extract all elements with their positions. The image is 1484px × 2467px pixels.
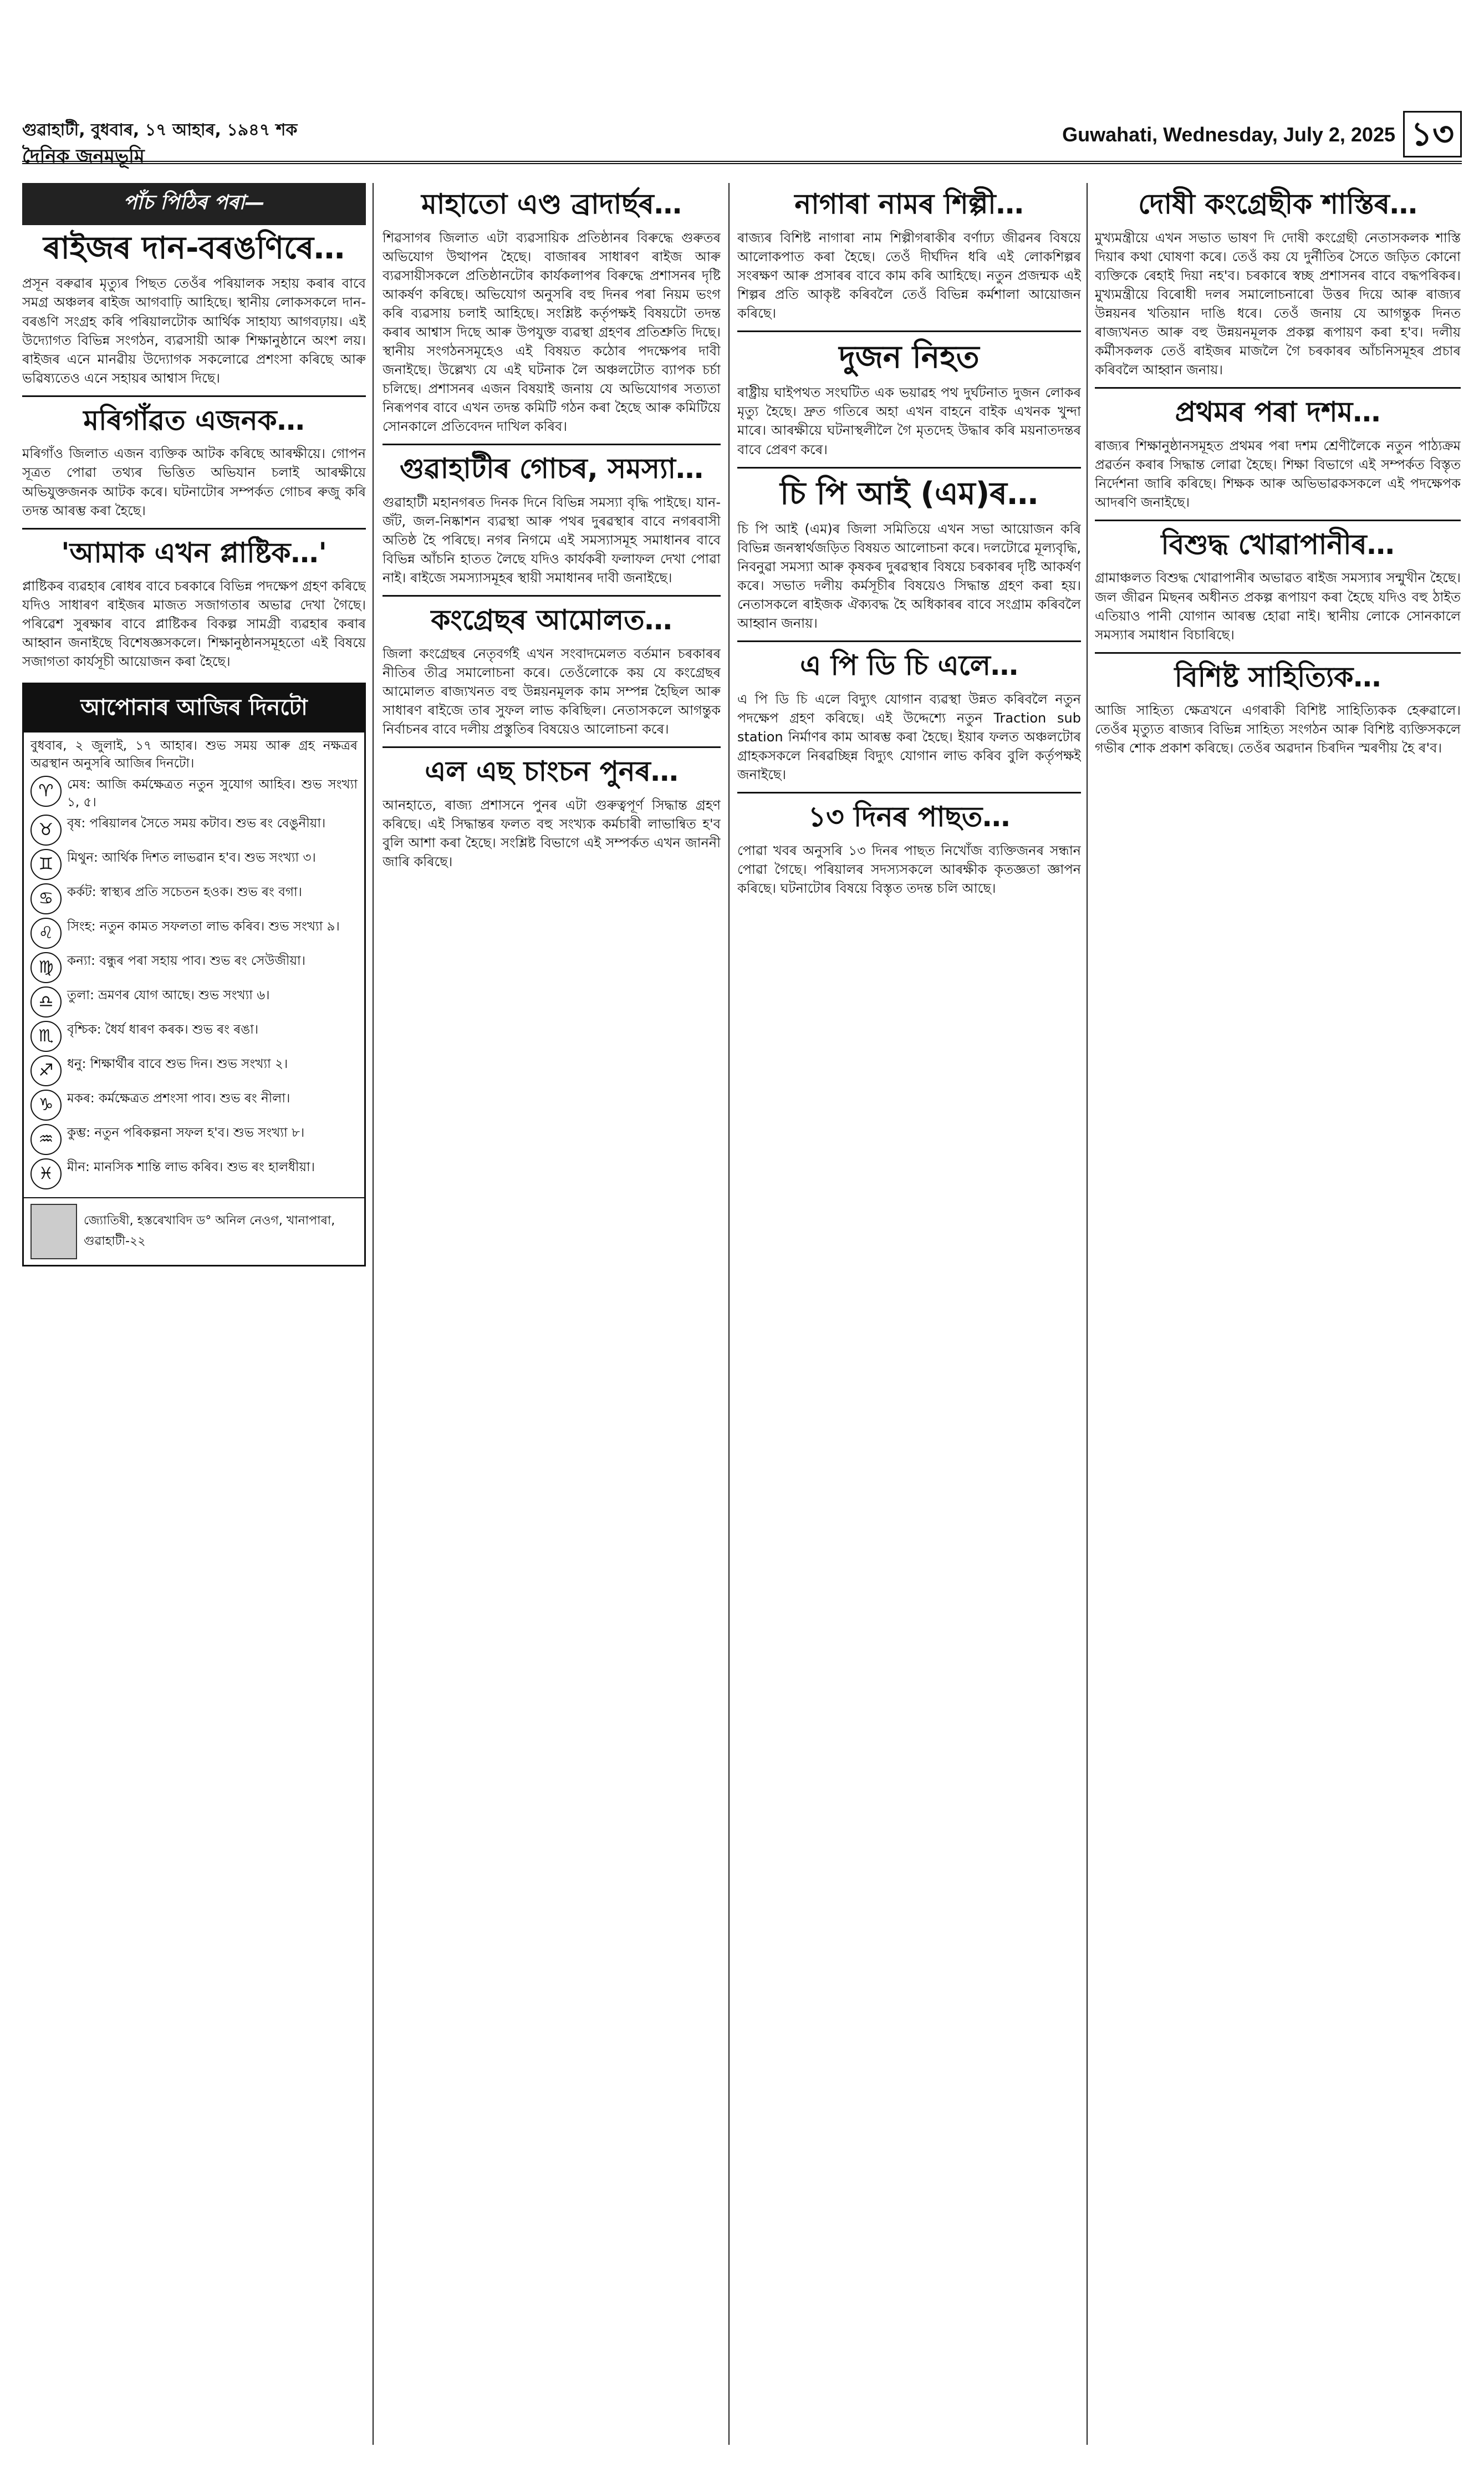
zodiac-entry [30,1021,358,1052]
zodiac-entry [30,918,358,949]
article-body: এ পি ডি চি এলে বিদ্যুৎ যোগান ব্যৱস্থা উন্নত কৰিবলৈ নতুন পদক্ষেপ গ্ৰহণ কৰিছে। এই উদ্দেশ্যে নতুন Traction sub station নিৰ্মাণৰ কাম আৰম্ভ কৰা হৈছে। ইয়াৰ ফলত অঞ্চলটোৰ গ্ৰাহকসকলে নিৰৱচ্ছিন্ন বিদ্যুৎ যোগান লাভ কৰিব বুলি কৰ্তৃপক্ষই জনাইছে। [737,691,1081,783]
horoscope-title: আপোনাৰ আজিৰ দিনটো [24,684,364,733]
masthead-paper-name: দৈনিক জনমভূমি [22,145,145,167]
article-body: মৰিগাঁও জিলাত এজন ব্যক্তিক আটক কৰিছে আৰক্ষীয়ে। গোপন সূত্ৰত পোৱা তথ্যৰ ভিত্তিত অভিযান চলাই আৰক্ষীয়ে অভিযুক্তজনক আটক কৰে। ঘটনাটোৰ সম্পৰ্কত গোচৰ ৰুজু কৰি তদন্ত আৰম্ভ কৰা হৈছে। [22,446,366,518]
zodiac-text: তুলা: ভ্ৰমণৰ যোগ আছে। শুভ সংখ্যা ৬। [67,988,270,1003]
horoscope-intro: বুধবাৰ, ২ জুলাই, ১৭ আহাৰ। শুভ সময় আৰু গ্ৰহ নক্ষত্ৰৰ অৱস্থান অনুসৰি আজিৰ দিনটো। [30,738,358,771]
column-4 [1095,183,1461,2445]
headline: নাগাৰা নামৰ শিল্পী… [794,188,1024,220]
zodiac-text: সিংহ: নতুন কামত সফলতা লাভ কৰিব। শুভ সংখ্যা ৯। [67,919,340,934]
article-body: মুখ্যমন্ত্ৰীয়ে এখন সভাত ভাষণ দি দোষী কংগ্ৰেছী নেতাসকলক শাস্তি দিয়াৰ কথা ঘোষণা কৰে। তেওঁ কয় যে দুৰ্নীতিৰ সৈতে জড়িত কোনো ব্যক্তিকে ৰেহাই দিয়া নহ'ব। চৰকাৰে স্বচ্ছ প্ৰশাসনৰ বাবে বদ্ধপৰিকৰ। মুখ্যমন্ত্ৰীয়ে বিৰোধী দলৰ সমালোচনাৰো উত্তৰ দিয়ে আৰু ৰাজ্যৰ উন্নয়নৰ খতিয়ান দাঙি ধৰে। তেওঁ জনায় যে আগন্তুক দিনত ৰাজ্যখনত আৰু বহু উন্নয়নমূলক প্ৰকল্প ৰূপায়ণ কৰা হ'ব। দলীয় কৰ্মীসকলক তেওঁ ৰাইজৰ মাজলৈ গৈ চৰকাৰৰ আঁচনিসমূহৰ প্ৰচাৰ কৰিবলৈ আহ্বান জনায়। [1095,230,1461,378]
zodiac-icon: ♑ [30,1090,62,1121]
zodiac-entry [30,883,358,914]
headline: দুজন নিহত [839,339,980,375]
article-body: প্ৰসূন বৰুৱাৰ মৃত্যুৰ পিছত তেওঁৰ পৰিয়ালক সহায় কৰাৰ বাবে সমগ্ৰ অঞ্চলৰ ৰাইজ আগবাঢ়ি আহিছে। স্থানীয় লোকসকলে দান-বৰঙণি সংগ্ৰহ কৰি পৰিয়ালটোক আৰ্থিক সাহায্য আগবঢ়ায়। এই উদ্যোগত বিভিন্ন সংগঠন, ব্যৱসায়ী আৰু শিক্ষানুষ্ঠানে অংশ লয়। ৰাইজৰ এনে মানৱীয় উদ্যোগক সকলোৱে প্ৰশংসা কৰিছে আৰু ভৱিষ্যতেও এনে সহায়ৰ আশ্বাস দিছে। [22,276,366,386]
divider [1095,520,1461,521]
divider [22,528,366,530]
zodiac-icon: ♈ [30,776,62,807]
headline: মৰিগাঁৱত এজনক… [83,404,305,436]
zodiac-text: কৰ্কট: স্বাস্থ্যৰ প্ৰতি সচেতন হওক। শুভ ৰং বগা। [67,885,302,900]
article-body: আনহাতে, ৰাজ্য প্ৰশাসনে পুনৰ এটা গুৰুত্বপূৰ্ণ সিদ্ধান্ত গ্ৰহণ কৰিছে। এই সিদ্ধান্তৰ ফলত বহু সংখ্যক কৰ্মচাৰী লাভান্বিত হ'ব বুলি আশা কৰা হৈছে। সংশ্লিষ্ট বিভাগে এই সম্পৰ্কত এখন জাননী জাৰি কৰিছে। [383,797,721,869]
zodiac-text: মীন: মানসিক শান্তি লাভ কৰিব। শুভ ৰং হালধীয়া। [67,1160,315,1175]
divider [383,595,721,597]
article-body: আজি সাহিত্য ক্ষেত্ৰখনে এগৰাকী বিশিষ্ট সাহিত্যিকক হেৰুৱালে। তেওঁৰ মৃত্যুত ৰাজ্যৰ বিভিন্ন সাহিত্য সংগঠন আৰু বিশিষ্ট ব্যক্তিসকলে গভীৰ শোক প্ৰকাশ কৰিছে। তেওঁৰ অৱদান চিৰদিন স্মৰণীয় হৈ ৰ'ব। [1095,703,1461,756]
zodiac-icon: ♊ [30,849,62,880]
article-body: ৰাজ্যৰ শিক্ষানুষ্ঠানসমূহত প্ৰথমৰ পৰা দশম শ্ৰেণীলৈকে নতুন পাঠ্যক্ৰম প্ৰৱৰ্তন কৰাৰ সিদ্ধান্ত লোৱা হৈছে। শিক্ষা বিভাগে এই সম্পৰ্কত বিস্তৃত নিৰ্দেশনা জাৰি কৰিছে। শিক্ষক আৰু অভিভাৱকসকলে এই পদক্ষেপক আদৰণি জনাইছে। [1095,438,1461,510]
zodiac-text: মকৰ: কৰ্মক্ষেত্ৰত প্ৰশংসা পাব। শুভ ৰং নীলা। [67,1091,290,1106]
horoscope-body [24,733,364,1198]
zodiac-list [30,776,358,1189]
divider [383,444,721,445]
article-body: গ্ৰামাঞ্চলত বিশুদ্ধ খোৱাপানীৰ অভাৱত ৰাইজ সমস্যাৰ সন্মুখীন হৈছে। জল জীৱন মিছনৰ অধীনত প্ৰকল্প ৰূপায়ণ কৰা হৈছে যদিও বহু ঠাইত এতিয়াও পানী যোগান আৰম্ভ হোৱা নাই। স্থানীয় লোকে সোনকালে সমস্যাৰ সমাধান বিচাৰিছে। [1095,570,1461,643]
article-body: প্লাষ্টিকৰ ব্যৱহাৰ ৰোধৰ বাবে চৰকাৰে বিভিন্ন পদক্ষেপ গ্ৰহণ কৰিছে যদিও সাধাৰণ ৰাইজৰ মাজত সজাগতাৰ অভাৱ দেখা গৈছে। পৰিৱেশ সুৰক্ষাৰ বাবে প্লাষ্টিকৰ বিকল্প সামগ্ৰী ব্যৱহাৰ কৰাৰ আহ্বান জনাইছে বিশেষজ্ঞসকলে। শিক্ষানুষ্ঠানসমূহতো এই বিষয়ে সজাগতা কাৰ্যসূচী আয়োজন কৰা হৈছে। [22,578,366,670]
divider [1095,652,1461,654]
zodiac-icon: ♋ [30,883,62,914]
zodiac-icon: ♍ [30,952,62,983]
zodiac-icon: ♎ [30,986,62,1018]
zodiac-entry [30,1090,358,1121]
headline: গুৱাহাটীৰ গোচৰ, সমস্যা… [400,452,703,485]
zodiac-icon: ♐ [30,1055,62,1086]
page-number: ১৩ [1403,111,1462,157]
zodiac-entry [30,1124,358,1155]
headline: দোষী কংগ্ৰেছীক শাস্তিৰ… [1138,188,1417,220]
zodiac-text: ধনু: শিক্ষাৰ্থীৰ বাবে শুভ দিন। শুভ সংখ্যা ২। [67,1057,288,1072]
divider [737,467,1081,469]
divider [1095,387,1461,389]
divider [383,746,721,748]
divider [22,395,366,397]
zodiac-entry [30,776,358,811]
zodiac-entry [30,952,358,983]
column-1 [22,183,366,2445]
zodiac-icon: ♏ [30,1021,62,1052]
article-body: শিৱসাগৰ জিলাত এটা ব্যৱসায়িক প্ৰতিষ্ঠানৰ বিৰুদ্ধে গুৰুতৰ অভিযোগ উত্থাপন হৈছে। বাজাৰৰ সাধাৰণ ৰাইজ আৰু ব্যৱসায়ীসকলে প্ৰতিষ্ঠানটোৰ কাৰ্যকলাপৰ বিৰুদ্ধে প্ৰশাসনৰ দৃষ্টি আকৰ্ষণ কৰিছে। অভিযোগ অনুসৰি বহু দিনৰ পৰা নিয়ম ভংগ কৰি ব্যৱসায় চলাই আহিছে। সংশ্লিষ্ট কৰ্তৃপক্ষই বিষয়টো তদন্ত কৰাৰ আশ্বাস দিছে আৰু উপযুক্ত ব্যৱস্থা গ্ৰহণৰ প্ৰতিশ্ৰুতি দিছে। স্থানীয় সংগঠনসমূহেও এই বিষয়ত কঠোৰ পদক্ষেপৰ দাবী জনাইছে। উল্লেখ্য যে এই ঘটনাক লৈ অঞ্চলটোত ব্যাপক চৰ্চা চলিছে। প্ৰশাসনৰ এজন বিষয়াই জনায় যে অভিযোগৰ সত্যতা নিৰূপণৰ বাবে এখন তদন্ত কমিটি গঠন কৰা হৈছে আৰু কমিটিয়ে সোনকালে প্ৰতিবেদন দাখিল কৰিব। [383,230,721,435]
headline: 'আমাক এখন প্লাষ্টিক…' [61,536,327,569]
headline: বিশুদ্ধ খোৱাপানীৰ… [1161,528,1395,561]
astrologer-credit [24,1197,364,1265]
zodiac-icon: ♓ [30,1158,62,1189]
zodiac-entry [30,815,358,846]
headline: প্ৰথমৰ পৰা দশম… [1175,396,1381,429]
article-body: গুৱাহাটী মহানগৰত দিনক দিনে বিভিন্ন সমস্যা বৃদ্ধি পাইছে। যান-জঁট, জল-নিষ্কাশন ব্যৱস্থা আৰু পথৰ দুৰৱস্থাৰ বাবে নগৰবাসী অতিষ্ঠ হৈ পৰিছে। নগৰ নিগমে এই সমস্যাসমূহ সমাধানৰ বাবে বিভিন্ন আঁচনি হাতত লৈছে যদিও কাৰ্যকৰী ফলাফল দেখা পোৱা নাই। ৰাইজে সমস্যাসমূহৰ স্থায়ী সমাধানৰ দাবী জনাইছে। [383,494,721,586]
headline: কংগ্ৰেছৰ আমোলত… [431,604,672,637]
zodiac-text: মিথুন: আৰ্থিক দিশত লাভৱান হ'ব। শুভ সংখ্যা ৩। [67,851,316,866]
article-body: পোৱা খবৰ অনুসৰি ১৩ দিনৰ পাছত নিখোঁজ ব্যক্তিজনৰ সন্ধান পোৱা গৈছে। পৰিয়ালৰ সদস্যসকলে আৰক্ষীক কৃতজ্ঞতা জ্ঞাপন কৰিছে। ঘটনাটোৰ বিষয়ে বিস্তৃত তদন্ত চলি আছে। [737,842,1081,896]
zodiac-entry [30,849,358,880]
headline: মাহাতো এণ্ড ব্ৰাদাৰ্ছৰ… [421,188,682,220]
zodiac-entry [30,1055,358,1086]
masthead-rule [22,161,1462,164]
headline: ১৩ দিনৰ পাছত… [808,801,1011,833]
zodiac-text: বৃষ: পৰিয়ালৰ সৈতে সময় কটাব। শুভ ৰং বেঙুনীয়া। [67,816,326,831]
column-divider [1087,183,1088,2445]
zodiac-icon: ♌ [30,918,62,949]
article-body: জিলা কংগ্ৰেছৰ নেতৃবৰ্গই এখন সংবাদমেলত বৰ্তমান চৰকাৰৰ নীতিৰ তীব্ৰ সমালোচনা কৰে। তেওঁলোকে কয় যে কংগ্ৰেছৰ আমোলত ৰাজ্যখনত বহু উন্নয়নমূলক কাম সম্পন্ন হৈছিল আৰু সাধাৰণ ৰাইজে তাৰ সুফল লাভ কৰিছিল। নেতাসকলে আগন্তুক নিৰ্বাচনৰ বাবে দলীয় প্ৰস্তুতিৰ বিষয়েও আলোচনা কৰে। [383,645,721,737]
column-divider [728,183,730,2445]
headline: বিশিষ্ট সাহিত্যিক… [1174,660,1381,693]
zodiac-text: মেষ: আজি কৰ্মক্ষেত্ৰত নতুন সুযোগ আহিব। শুভ সংখ্যা ১, ৫। [67,777,358,810]
divider [737,792,1081,793]
divider [737,330,1081,332]
astrologer-photo [30,1204,77,1259]
divider [737,640,1081,642]
zodiac-text: কন্যা: বন্ধুৰ পৰা সহায় পাব। শুভ ৰং সেউজীয়া। [67,954,305,969]
zodiac-text: কুম্ভ: নতুন পৰিকল্পনা সফল হ'ব। শুভ সংখ্যা ৮। [67,1126,305,1141]
masthead [22,111,1462,166]
masthead-date-english: Guwahati, Wednesday, July 2, 2025 [1062,123,1395,146]
masthead-date-local: গুৱাহাটী, বুধবাৰ, ১৭ আহাৰ, ১৯৪৭ শক [22,120,298,140]
column-2 [383,183,721,2445]
headline: এ পি ডি চি এলে… [800,649,1018,682]
zodiac-text: বৃশ্চিক: ধৈৰ্য ধাৰণ কৰক। শুভ ৰং ৰঙা। [67,1023,259,1037]
section-band: পাঁচ পিঠিৰ পৰা— [22,183,366,225]
zodiac-entry [30,1158,358,1189]
headline: ৰাইজৰ দান-বৰঙণিৰে… [43,230,345,266]
article-body: ৰাজ্যৰ বিশিষ্ট নাগাৰা নাম শিল্পীগৰাকীৰ বৰ্ণাঢ্য জীৱনৰ বিষয়ে আলোকপাত কৰা হৈছে। তেওঁ দীৰ্ঘদিন ধৰি এই লোকশিল্পৰ সংৰক্ষণ আৰু প্ৰসাৰৰ বাবে কাম কৰি আহিছে। নতুন প্ৰজন্মক এই শিল্পৰ প্ৰতি আকৃষ্ট কৰিবলৈ তেওঁ বিভিন্ন কৰ্মশালা আয়োজন কৰিছে। [737,230,1081,321]
headline: এল এছ চাংচন পুনৰ… [425,755,679,788]
zodiac-entry [30,986,358,1018]
zodiac-icon: ♒ [30,1124,62,1155]
column-divider [373,183,374,2445]
zodiac-icon: ♉ [30,815,62,846]
article-body: চি পি আই (এম)ৰ জিলা সমিতিয়ে এখন সভা আয়োজন কৰি বিভিন্ন জনস্বাৰ্থজড়িত বিষয়ত আলোচনা কৰে। দলটোৱে মূল্যবৃদ্ধি, নিবনুৱা সমস্যা আৰু কৃষকৰ দুৰৱস্থাৰ বিষয়ে চৰকাৰৰ দৃষ্টি আকৰ্ষণ কৰে। সভাত দলীয় কৰ্মসূচীৰ বিষয়েও সিদ্ধান্ত গ্ৰহণ কৰা হয়। নেতাসকলে ৰাইজক ঐক্যবদ্ধ হৈ অধিকাৰৰ বাবে সংগ্ৰাম কৰিবলৈ আহ্বান জনায়। [737,521,1081,632]
astrologer-name: জ্যোতিষী, হস্তৰেখাবিদ ড° অনিল নেওগ, খানাপাৰা, গুৱাহাটী-২২ [84,1214,335,1249]
article-body: ৰাষ্ট্ৰীয় ঘাইপথত সংঘটিত এক ভয়াৱহ পথ দুৰ্ঘটনাত দুজন লোকৰ মৃত্যু হৈছে। দ্ৰুত গতিৰে অহা এখন বাহনে বাইক এখনক খুন্দা মাৰে। আৰক্ষীয়ে ঘটনাস্থলীলৈ গৈ মৃতদেহ উদ্ধাৰ কৰি ময়নাতদন্তৰ বাবে প্ৰেৰণ কৰে। [737,385,1081,457]
headline: চি পি আই (এম)ৰ… [780,475,1038,512]
horoscope-box [22,683,366,1267]
column-3 [737,183,1081,2445]
